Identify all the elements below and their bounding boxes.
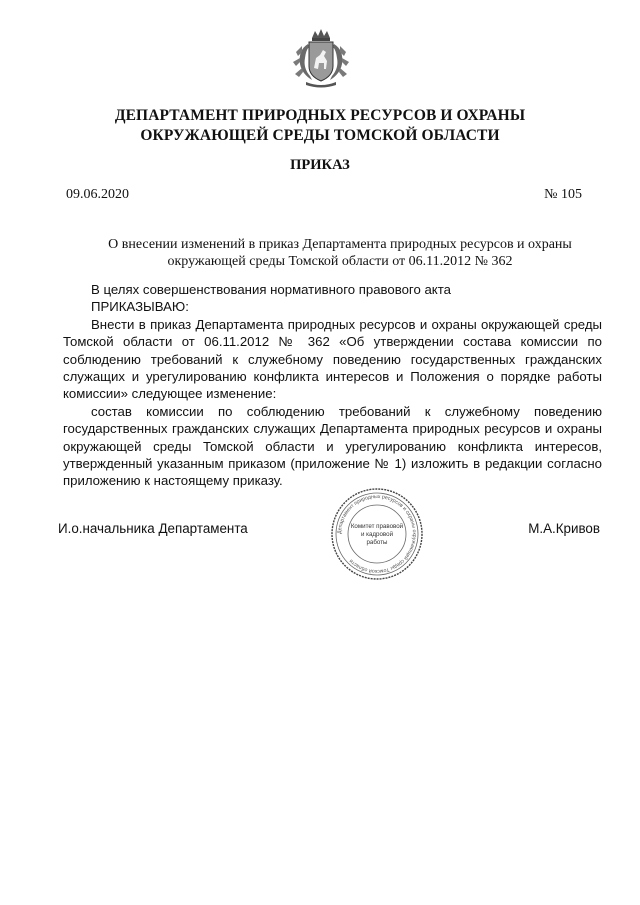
department-name-line1: ДЕПАРТАМЕНТ ПРИРОДНЫХ РЕСУРСОВ И ОХРАНЫ <box>114 107 526 124</box>
order-date: 09.06.2020 <box>66 187 129 202</box>
order-paragraph-1: Внести в приказ Департамента природных ресурсов и охраны окружающей среды Томской области от 06.11.2012 № 362 «Об утверждении состава комиссии по соблюдению требований к служебному поведению государственных гражданских служащих и урегулированию конфликта интересов и Положения о порядке работы комиссии» следующее изменение: <box>63 316 602 402</box>
tomsk-coat-of-arms-icon <box>290 28 352 90</box>
order-directive: ПРИКАЗЫВАЮ: <box>91 299 189 315</box>
order-number: № 105 <box>544 187 582 202</box>
stamp-center-line2: и кадровой <box>360 531 394 538</box>
order-preamble: В целях совершенствования нормативного правового акта <box>91 282 451 297</box>
stamp-center-line3: работы <box>366 539 388 546</box>
official-stamp <box>330 487 424 581</box>
department-name <box>40 106 600 146</box>
order-subject <box>90 236 590 270</box>
order-subject-line2: окружающей среды Томской области от 06.11.2012 № 362 <box>167 254 513 269</box>
document-type: ПРИКАЗ <box>290 157 350 173</box>
department-name-line2: ОКРУЖАЮЩЕЙ СРЕДЫ ТОМСКОЙ ОБЛАСТИ <box>140 127 500 144</box>
signatory-position: И.о.начальника Департамента <box>58 521 248 536</box>
order-subject-line1: О внесении изменений в приказ Департамента природных ресурсов и охраны <box>108 237 572 252</box>
stamp-center-line1: Комитет правовой <box>350 523 404 530</box>
signatory-name: М.А.Кривов <box>528 521 600 536</box>
order-body <box>63 281 602 490</box>
order-paragraph-2: состав комиссии по соблюдению требований к служебному поведению государственных гражданских служащих Департамента природных ресурсов и охраны окружающей среды Томской области и урегулированию конфликта интересов, утвержденный указанным приказом (приложение № 1) изложить в редакции согласно приложению к настоящему приказу. <box>63 403 602 489</box>
stamp-ring-text: Департамент природных ресурсов и охраны окружающей среды Томской области <box>336 493 418 575</box>
